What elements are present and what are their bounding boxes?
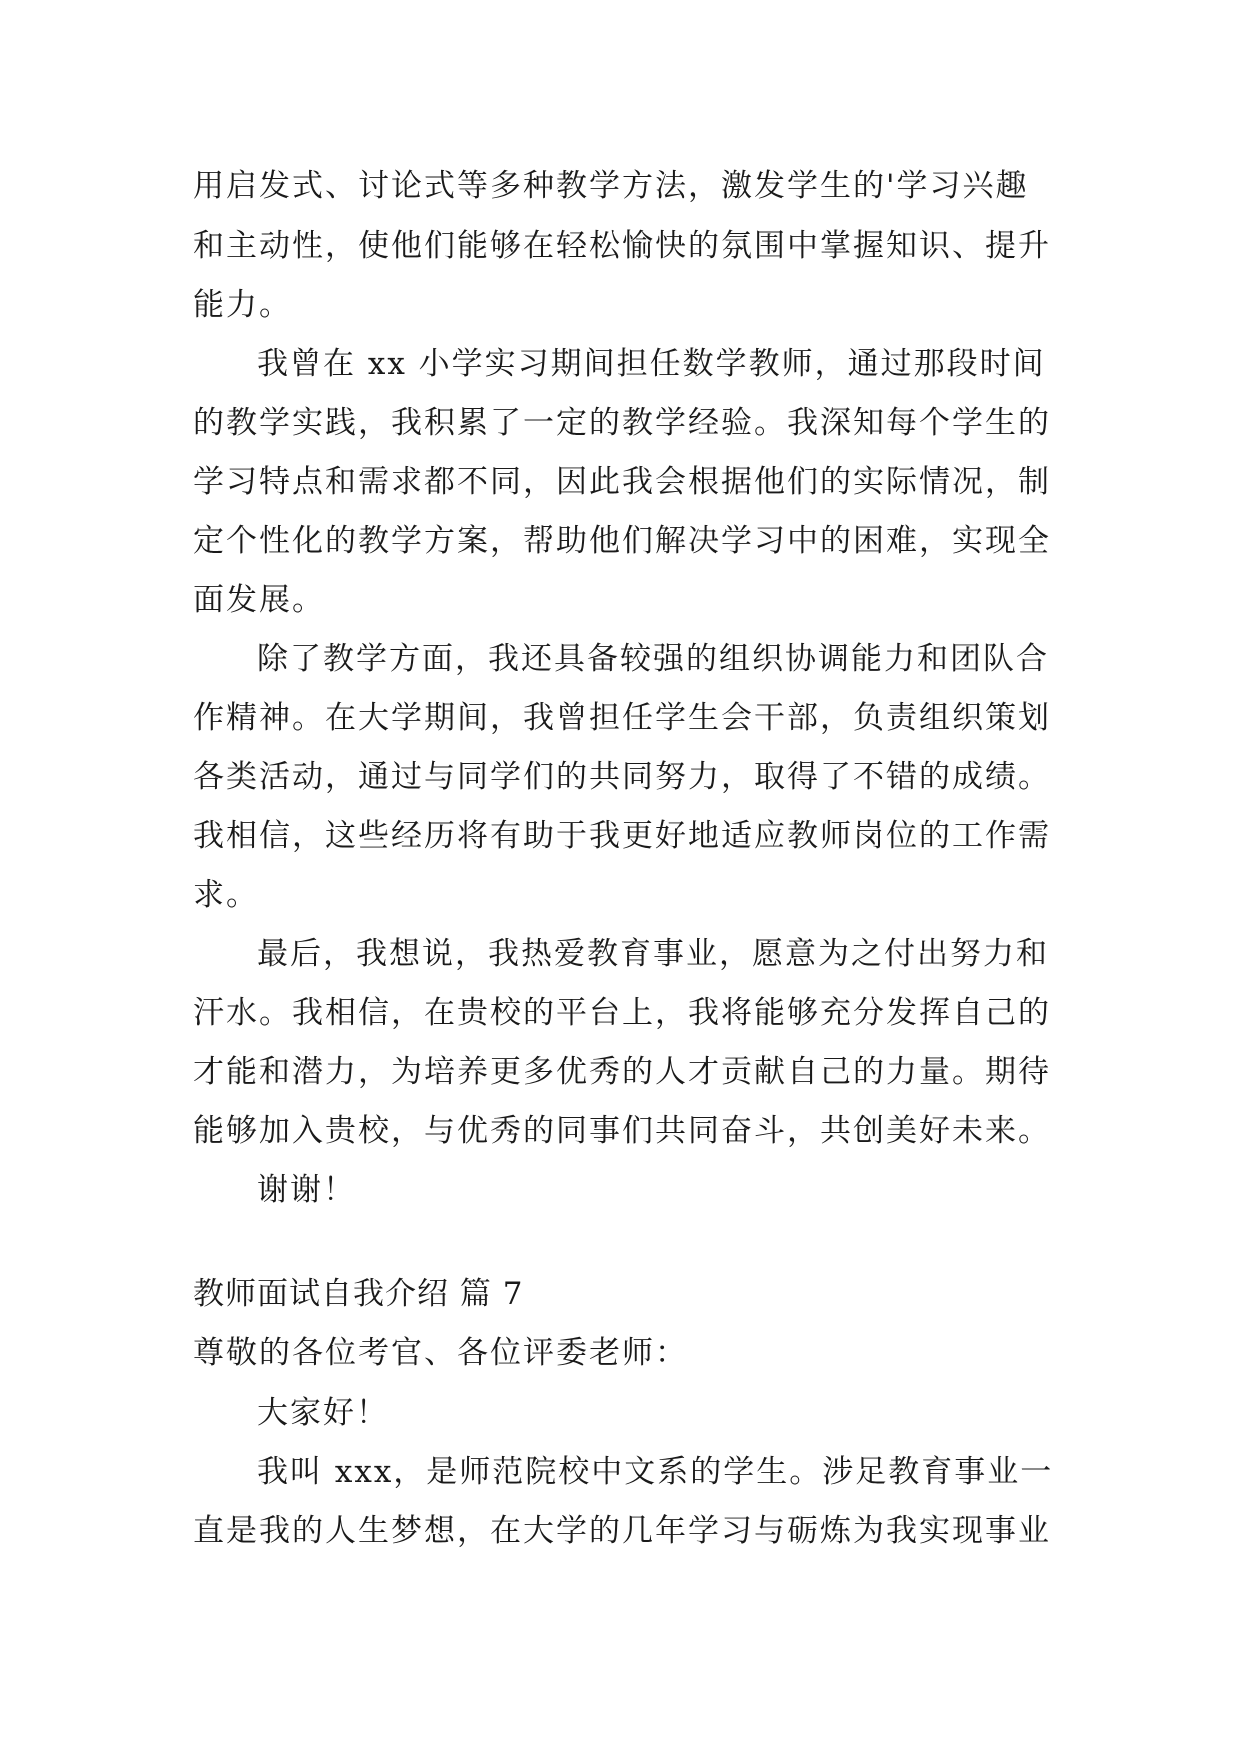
paragraph-line: 才能和潜力，为培养更多优秀的人才贡献自己的力量。期待	[193, 1054, 1051, 1090]
paragraph-line: 各类活动，通过与同学们的共同努力，取得了不错的成绩。	[193, 759, 1051, 795]
paragraph-line: 我曾在 xx 小学实习期间担任数学教师，通过那段时间	[257, 346, 1046, 382]
paragraph-line: 能够加入贵校，与优秀的同事们共同奋斗，共创美好未来。	[193, 1113, 1051, 1149]
paragraph-line: 面发展。	[193, 582, 325, 618]
paragraph-line: 直是我的人生梦想，在大学的几年学习与砺炼为我实现事业	[193, 1513, 1051, 1549]
paragraph-line: 除了教学方面，我还具备较强的组织协调能力和团队合	[257, 641, 1049, 677]
paragraph-line: 我叫 xxx，是师范院校中文系的学生。涉足教育事业一	[257, 1454, 1054, 1490]
paragraph-line: 用启发式、讨论式等多种教学方法，激发学生的'学习兴趣	[193, 168, 1029, 204]
paragraph-line: 我相信，这些经历将有助于我更好地适应教师岗位的工作需	[193, 818, 1051, 854]
paragraph-line: 汗水。我相信，在贵校的平台上，我将能够充分发挥自己的	[193, 995, 1051, 1031]
paragraph-line: 最后，我想说，我热爱教育事业，愿意为之付出努力和	[257, 936, 1049, 972]
paragraph-line: 的教学实践，我积累了一定的教学经验。我深知每个学生的	[193, 405, 1051, 441]
paragraph-line: 作精神。在大学期间，我曾担任学生会干部，负责组织策划	[193, 700, 1051, 736]
paragraph-line: 能力。	[193, 287, 292, 323]
thanks-line: 谢谢！	[257, 1172, 356, 1208]
paragraph-line: 求。	[193, 877, 259, 913]
paragraph-line: 学习特点和需求都不同，因此我会根据他们的实际情况，制	[193, 464, 1051, 500]
salutation: 尊敬的各位考官、各位评委老师：	[193, 1335, 688, 1371]
paragraph-line: 和主动性，使他们能够在轻松愉快的氛围中掌握知识、提升	[193, 228, 1051, 264]
section-title: 教师面试自我介绍 篇 7	[193, 1276, 524, 1312]
greeting: 大家好！	[257, 1395, 389, 1431]
paragraph-line: 定个性化的教学方案，帮助他们解决学习中的困难，实现全	[193, 523, 1051, 559]
